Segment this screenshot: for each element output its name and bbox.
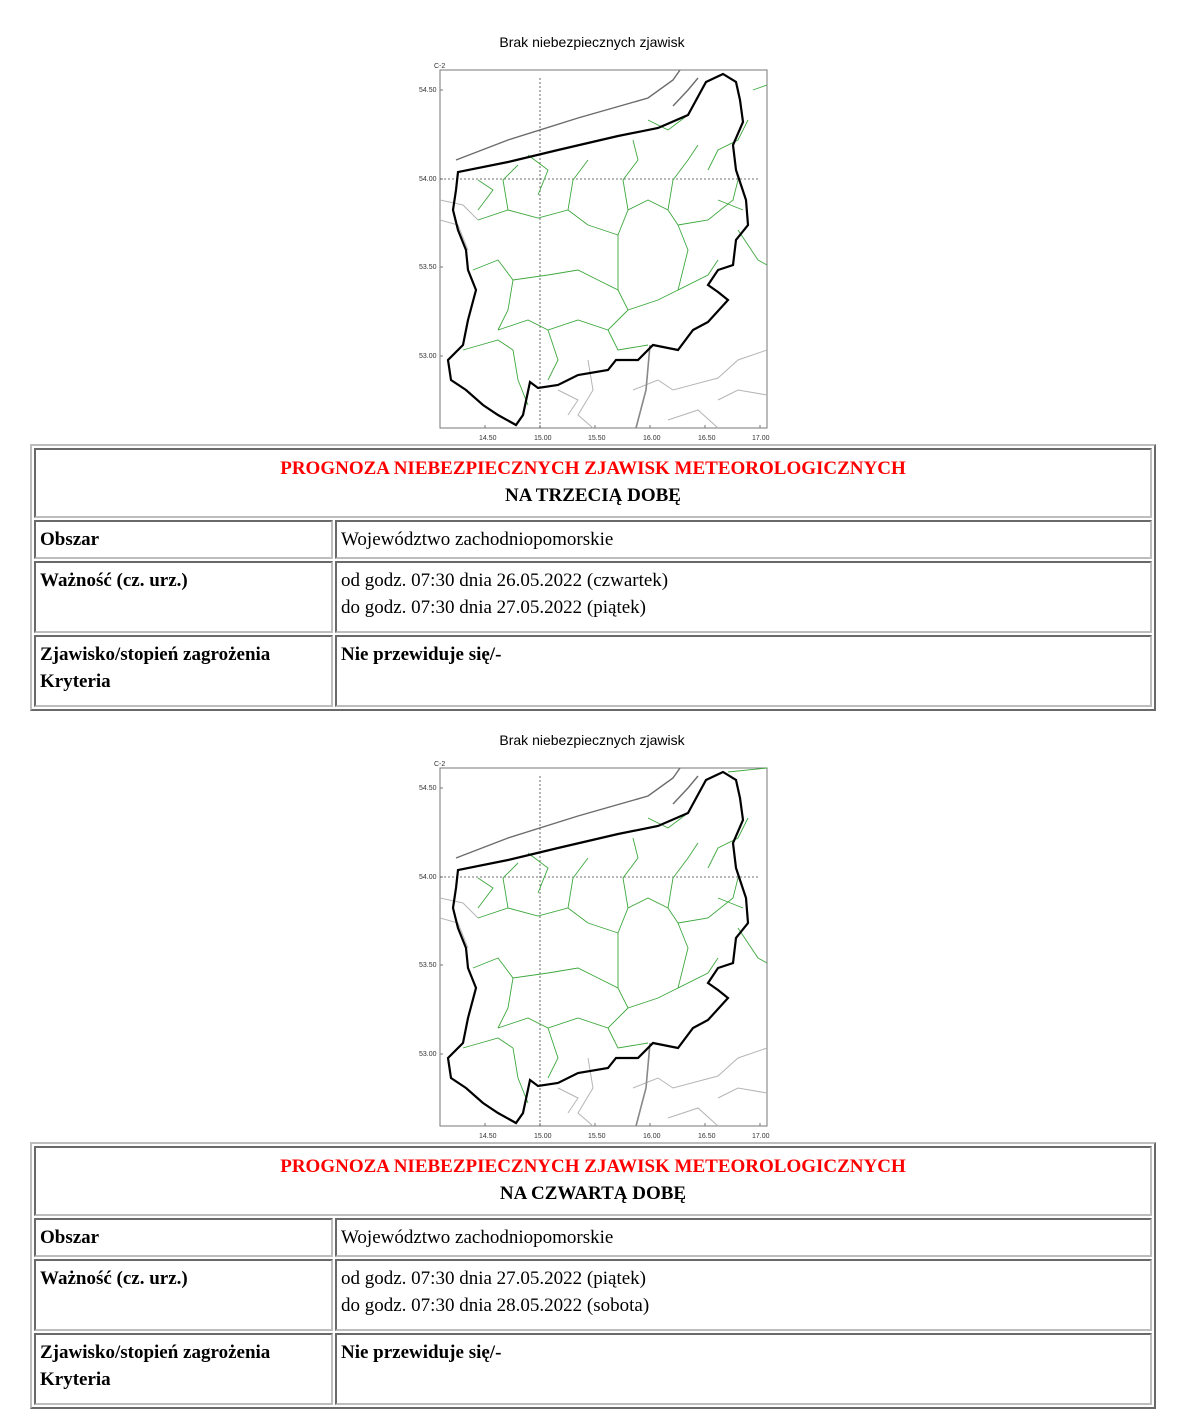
phenomenon-label-line1: Zjawisko/stopień zagrożenia (40, 1342, 271, 1363)
phenomenon-label-line2: Kryteria (40, 1369, 111, 1390)
forecast-heading (34, 1146, 1152, 1216)
lat-label: 53.50 (419, 264, 437, 271)
lon-label: 16.00 (643, 1133, 661, 1138)
forecast-table (30, 444, 1156, 711)
validity-label: Ważność (cz. urz.) (34, 561, 333, 633)
forecast-heading (34, 448, 1152, 518)
lon-label: 17.00 (752, 435, 770, 440)
warning-map (418, 758, 770, 1138)
phenomenon-label-line2: Kryteria (40, 671, 111, 692)
phenomenon-value: Nie przewiduje się/- (335, 1333, 1152, 1405)
validity-value (335, 561, 1152, 633)
lon-label: 16.50 (698, 435, 716, 440)
phenomenon-label (34, 1333, 333, 1405)
lon-label: 14.50 (479, 1133, 497, 1138)
lon-label: 15.50 (588, 435, 606, 440)
warning-map (418, 60, 770, 440)
lat-label: 53.50 (419, 962, 437, 969)
area-label: Obszar (34, 520, 333, 559)
forecast-day: NA TRZECIĄ DOBĘ (505, 485, 681, 506)
phenomenon-label (34, 635, 333, 707)
lon-label: 14.50 (479, 435, 497, 440)
validity-from: od godz. 07:30 dnia 26.05.2022 (czwartek) (341, 570, 669, 591)
validity-label: Ważność (cz. urz.) (34, 1259, 333, 1331)
forecast-title: PROGNOZA NIEBEZPIECZNYCH ZJAWISK METEOROLOGICZNYCH (280, 1156, 906, 1177)
phenomenon-value: Nie przewiduje się/- (335, 635, 1152, 707)
lon-label: 15.00 (534, 1133, 552, 1138)
lat-label: 53.00 (419, 1051, 437, 1058)
forecast-table (30, 1142, 1156, 1409)
lon-label: 15.00 (534, 435, 552, 440)
validity-value (335, 1259, 1152, 1331)
validity-from: od godz. 07:30 dnia 27.05.2022 (piątek) (341, 1268, 647, 1289)
lon-label: 15.50 (588, 1133, 606, 1138)
lon-label: 16.50 (698, 1133, 716, 1138)
lat-label: 54.50 (419, 785, 437, 792)
lat-label: 53.00 (419, 353, 437, 360)
area-value: Województwo zachodniopomorskie (335, 1218, 1152, 1257)
lat-label: 54.50 (419, 87, 437, 94)
validity-to: do godz. 07:30 dnia 28.05.2022 (sobota) (341, 1295, 650, 1316)
forecast-day: NA CZWARTĄ DOBĘ (499, 1183, 687, 1204)
map-title: Brak niebezpiecznych zjawisk (499, 732, 685, 748)
area-value: Województwo zachodniopomorskie (335, 520, 1152, 559)
lat-label: 54.00 (419, 874, 437, 881)
lon-label: 16.00 (643, 435, 661, 440)
forecast-title: PROGNOZA NIEBEZPIECZNYCH ZJAWISK METEOROLOGICZNYCH (280, 458, 906, 479)
phenomenon-label-line1: Zjawisko/stopień zagrożenia (40, 644, 271, 665)
lon-label: 17.00 (752, 1133, 770, 1138)
map-corner-label: C-2 (434, 63, 446, 70)
area-label: Obszar (34, 1218, 333, 1257)
lat-label: 54.00 (419, 176, 437, 183)
map-title: Brak niebezpiecznych zjawisk (499, 34, 685, 50)
validity-to: do godz. 07:30 dnia 27.05.2022 (piątek) (341, 597, 647, 618)
map-corner-label: C-2 (434, 761, 446, 768)
